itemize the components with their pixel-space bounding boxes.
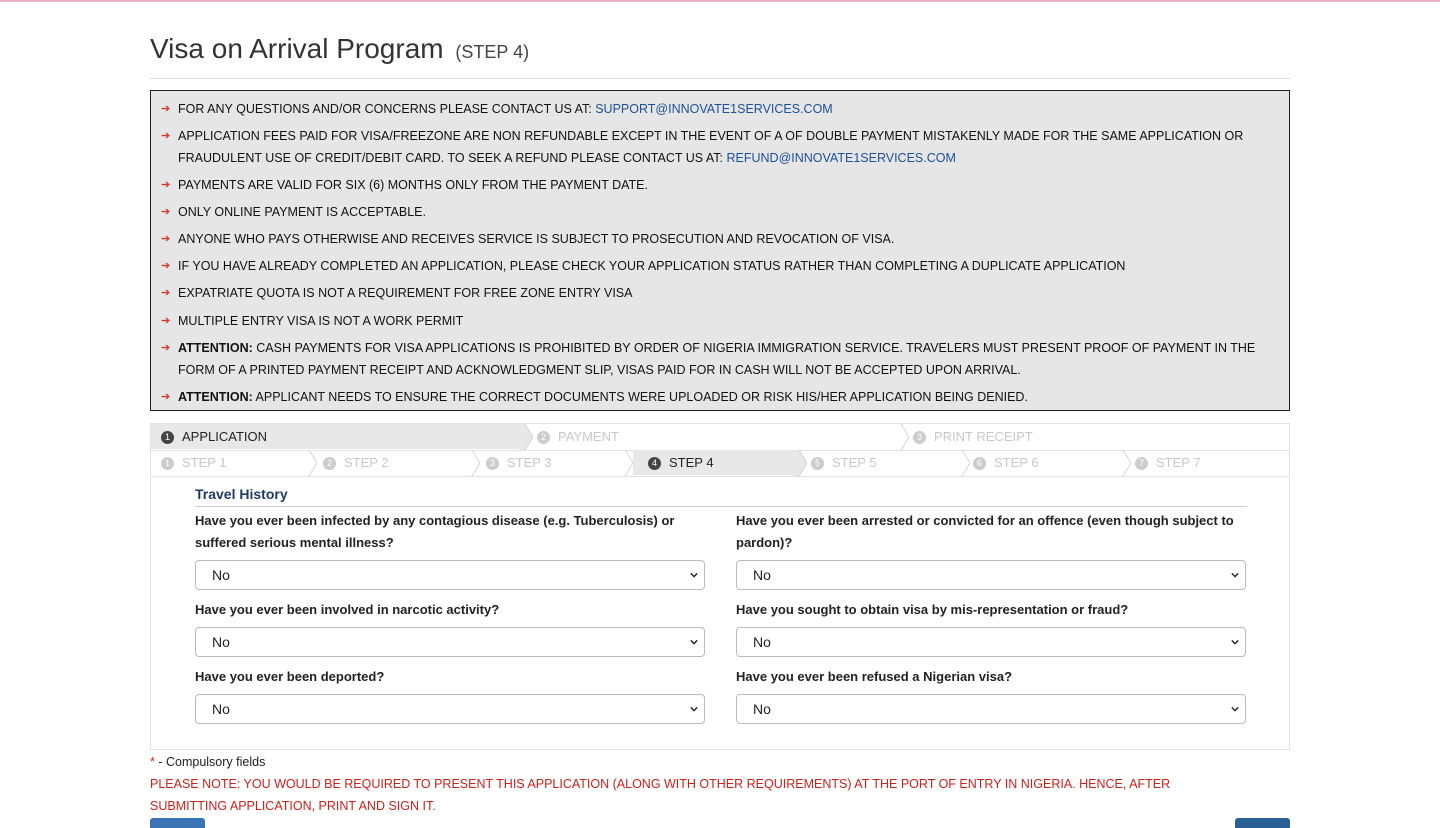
chevron-divider-icon bbox=[793, 450, 807, 476]
step-number-badge: 2 bbox=[537, 431, 550, 444]
chevron-divider-icon bbox=[303, 450, 317, 476]
question-arrested-convicted: Have you ever been arrested or convicted for an offence (even though subject to pardon)? bbox=[736, 513, 1234, 550]
arrow-right-icon: ➔ bbox=[161, 260, 171, 272]
chevron-divider-icon bbox=[619, 450, 633, 476]
question-refused-visa: Have you ever been refused a Nigerian visa? bbox=[736, 669, 1013, 684]
chevron-divider-icon bbox=[519, 424, 533, 450]
main-step-payment[interactable]: 2 PAYMENT bbox=[537, 424, 619, 449]
step-number-badge: 4 bbox=[648, 457, 661, 470]
arrow-right-icon: ➔ bbox=[161, 391, 171, 403]
notice-box: ➔ FOR ANY QUESTIONS AND/OR CONCERNS PLEASE CONTACT US AT: SUPPORT@INNOVATE1SERVICES.COM ➔ APPLICATION FEES PAID FOR VISA/FREEZONE ARE NON REFUNDABLE EXCEPT IN THE EVENT OF A OF DOUBLE PAYMENT MISTAKENLY MADE FOR THE SAME APPLICATION OR FRAUDULENT USE OF CREDIT/DEBIT CARD. TO SEEK A REFUND PLEASE CONTACT US AT: REFUND@INNOVATE1SERVICES.COM ➔ PAYMENTS ARE VALID FOR SIX (6) MONTHS ONLY FROM THE PAYMENT DATE. ➔ ONLY ONLINE PAYMENT IS ACCEPTABLE. ➔ ANYONE WHO PAYS OTHERWISE AND RECEIVES SERVICE IS SUBJECT TO PROSECUTION AND REVOCATION OF VISA. ➔ IF YOU HAVE ALREADY COMPLETED AN APPLICATION, PLEASE CHECK YOUR APPLICATION STATUS RATHER THAN COMPLETING A DUPLICATE APPLICATION ➔ EXPATRIATE QUOTA IS NOT A REQUIREMENT FOR FREE ZONE ENTRY VISA ➔ MULTIPLE ENTRY VISA IS NOT A WORK PERMIT ➔ ATTENTION: CASH PAYMENTS FOR VISA APPLICATIONS IS PROHIBITED BY ORDER OF NIGERIA IMMIGRATION SERVICE. TRAVELERS MUST PRESENT PROOF OF PAYMENT IN THE FORM OF A PRINTED PAYMENT RECEIPT AND ACKNOWLEDGMENT SLIP, VISAS PAID FOR IN CASH WILL NOT BE ACCEPTED UPON ARRIVAL. ➔ ATTENTION: APPLICANT NEEDS TO ENSURE THE CORRECT DOCUMENTS WERE UPLOADED OR RISK HIS/HER APPLICATION BEING DENIED. bbox=[150, 90, 1290, 411]
sub-step-3[interactable]: 3 STEP 3 bbox=[486, 450, 552, 475]
step-number-badge: 7 bbox=[1135, 457, 1148, 470]
chevron-divider-icon bbox=[1117, 450, 1131, 476]
chevron-down-icon bbox=[1231, 638, 1239, 646]
arrow-right-icon: ➔ bbox=[161, 206, 171, 218]
step-number-badge: 2 bbox=[323, 457, 336, 470]
question-contagious-disease: Have you ever been infected by any contagious disease (e.g. Tuberculosis) or suffered serious mental illness? bbox=[195, 513, 675, 550]
main-step-application[interactable]: 1 APPLICATION bbox=[161, 424, 267, 449]
chevron-down-icon bbox=[690, 705, 698, 713]
arrow-right-icon: ➔ bbox=[161, 130, 171, 142]
arrow-right-icon: ➔ bbox=[161, 287, 171, 299]
chevron-down-icon bbox=[1231, 571, 1239, 579]
arrow-right-icon: ➔ bbox=[161, 179, 171, 191]
step-number-badge: 1 bbox=[161, 457, 174, 470]
sub-step-5[interactable]: 5 STEP 5 bbox=[811, 450, 877, 475]
step-number-badge: 3 bbox=[486, 457, 499, 470]
page-title: Visa on Arrival Program (STEP 4) bbox=[150, 33, 530, 64]
arrow-right-icon: ➔ bbox=[161, 233, 171, 245]
section-title: Travel History bbox=[195, 486, 288, 502]
sub-step-2[interactable]: 2 STEP 2 bbox=[323, 450, 389, 475]
section-divider bbox=[195, 506, 1247, 507]
step-number-badge: 6 bbox=[973, 457, 986, 470]
question-deported: Have you ever been deported? bbox=[195, 669, 385, 684]
arrow-right-icon: ➔ bbox=[161, 342, 171, 354]
chevron-down-icon bbox=[690, 571, 698, 579]
chevron-down-icon bbox=[690, 638, 698, 646]
visa-fraud-select[interactable]: No bbox=[736, 627, 1246, 657]
chevron-divider-icon bbox=[895, 424, 909, 450]
refused-visa-select[interactable]: No bbox=[736, 694, 1246, 724]
step-number-badge: 1 bbox=[161, 431, 174, 444]
wizard-panel bbox=[150, 423, 1290, 750]
sub-step-7[interactable]: 7 STEP 7 bbox=[1135, 450, 1201, 475]
contagious-disease-select[interactable]: No bbox=[195, 560, 705, 590]
step-number-badge: 3 bbox=[913, 431, 926, 444]
refund-email-link[interactable]: REFUND@INNOVATE1SERVICES.COM bbox=[726, 151, 956, 165]
step-number-badge: 5 bbox=[811, 457, 824, 470]
narcotic-activity-select[interactable]: No bbox=[195, 627, 705, 657]
arrested-convicted-select[interactable]: No bbox=[736, 560, 1246, 590]
sub-step-6[interactable]: 6 STEP 6 bbox=[973, 450, 1039, 475]
main-steps-bar bbox=[151, 424, 1289, 451]
arrow-right-icon: ➔ bbox=[161, 103, 171, 115]
support-email-link[interactable]: SUPPORT@INNOVATE1SERVICES.COM bbox=[595, 102, 833, 116]
main-step-print-receipt[interactable]: 3 PRINT RECEIPT bbox=[913, 424, 1033, 449]
please-note-text: PLEASE NOTE: YOU WOULD BE REQUIRED TO PRESENT THIS APPLICATION (ALONG WITH OTHER REQUIREMENTS) AT THE PORT OF ENTRY IN NIGERIA. HENCE, AFTER SUBMITTING APPLICATION, PRINT AND SIGN IT. bbox=[150, 777, 1171, 813]
top-border bbox=[0, 0, 1440, 2]
question-narcotic-activity: Have you ever been involved in narcotic activity? bbox=[195, 602, 500, 617]
question-visa-fraud: Have you sought to obtain visa by mis-representation or fraud? bbox=[736, 602, 1129, 617]
chevron-divider-icon bbox=[956, 450, 970, 476]
arrow-right-icon: ➔ bbox=[161, 315, 171, 327]
deported-select[interactable]: No bbox=[195, 694, 705, 724]
chevron-down-icon bbox=[1231, 705, 1239, 713]
chevron-divider-icon bbox=[466, 450, 480, 476]
step-indicator: (STEP 4) bbox=[455, 42, 530, 62]
sub-step-1[interactable]: 1 STEP 1 bbox=[161, 450, 227, 475]
title-divider bbox=[150, 78, 1290, 79]
next-button[interactable] bbox=[1235, 818, 1290, 828]
sub-step-4[interactable]: 4 STEP 4 bbox=[648, 450, 714, 475]
compulsory-fields-note: * - Compulsory fields bbox=[150, 755, 266, 769]
back-button[interactable] bbox=[150, 818, 205, 828]
sub-steps-bar bbox=[151, 450, 1289, 477]
